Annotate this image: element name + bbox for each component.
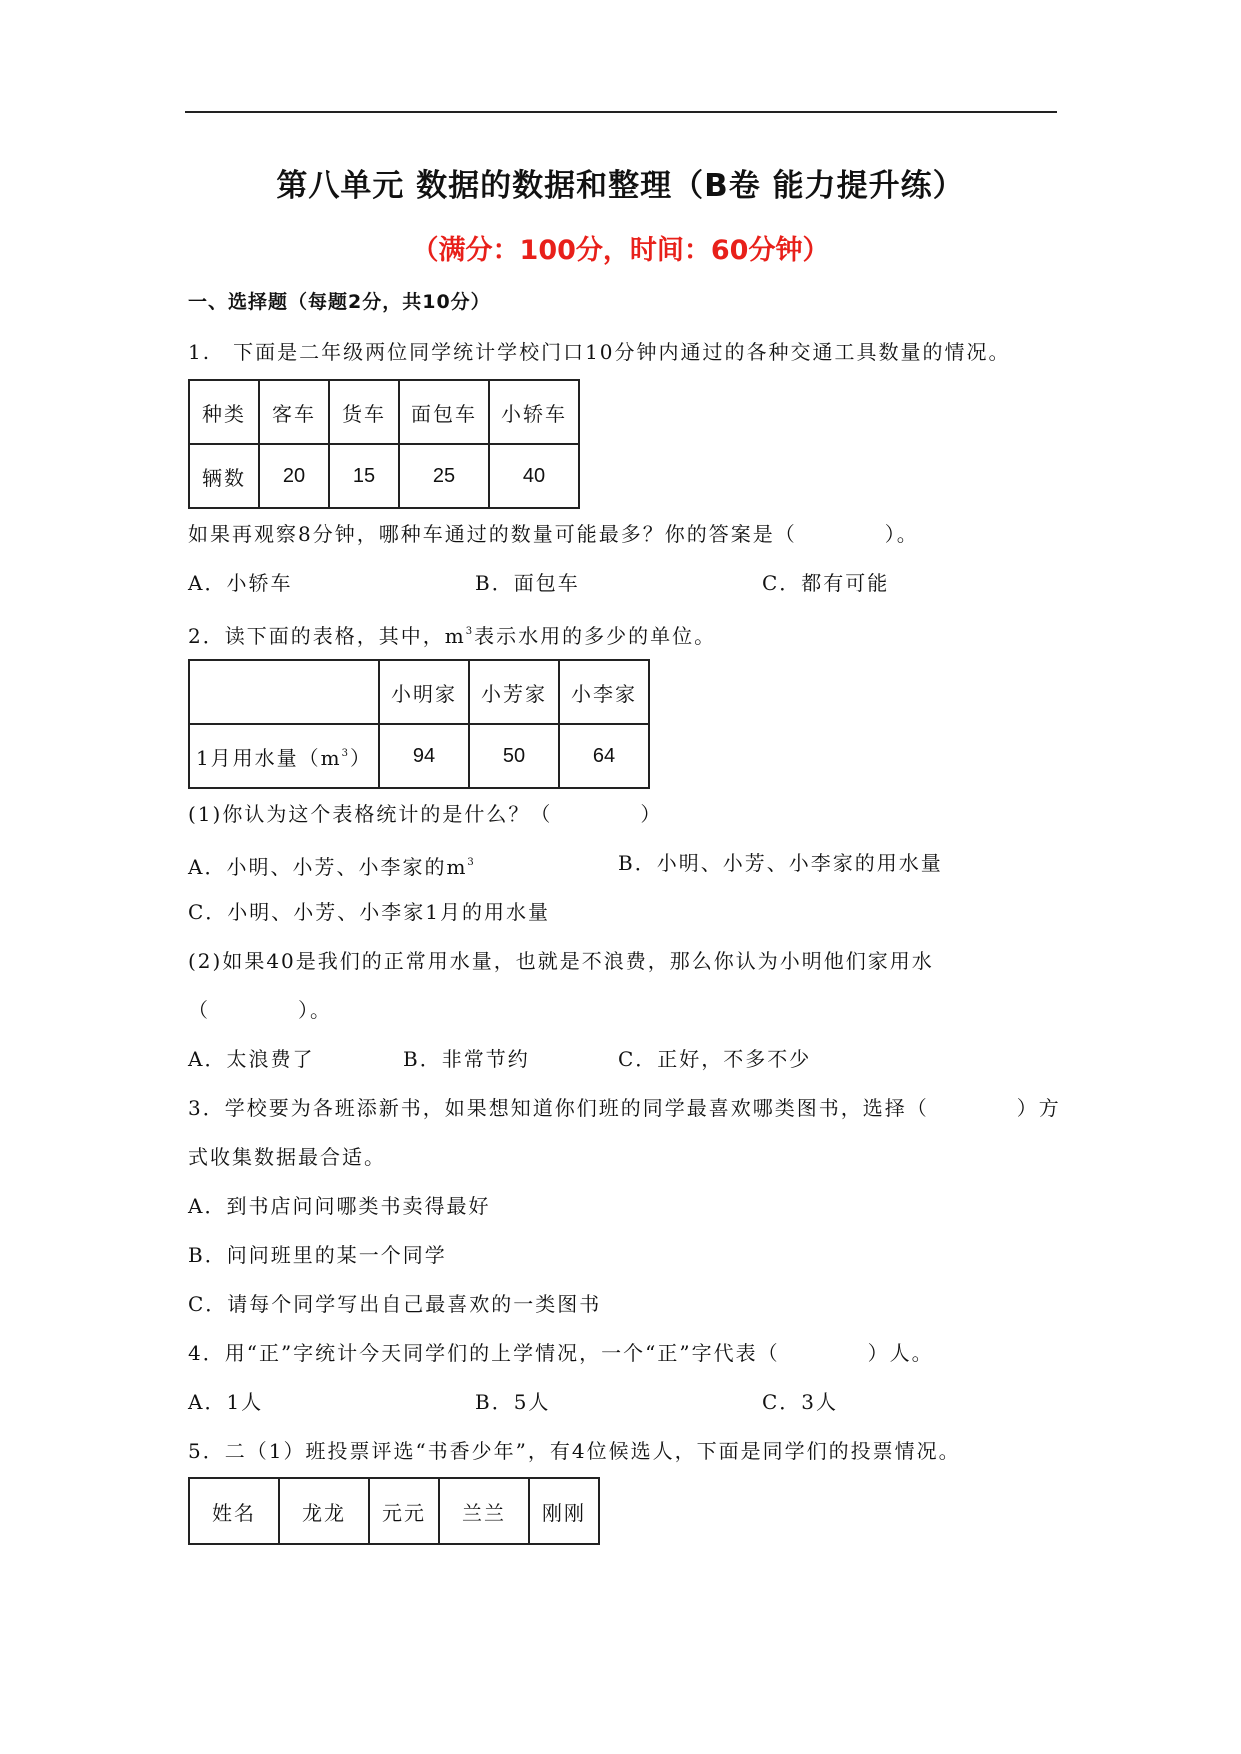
page-title: 第八单元 数据的数据和整理（B卷 能力提升练）: [276, 168, 965, 204]
q5-stem: 5．二（1）班投票评选“书香少年”，有4位候选人，下面是同学们的投票情况。: [188, 1439, 961, 1463]
q2-sub1-option-c: C．小明、小芳、小李家1月的用水量: [188, 900, 551, 924]
q2-header-empty-cell: [189, 660, 379, 724]
q1-header-cell: 小轿车: [489, 380, 579, 444]
q1-row-label: 辆数: [189, 444, 259, 508]
q2-value-cell: 94: [379, 724, 469, 788]
q2-row-label: [189, 724, 379, 788]
q2-sub1-option-b: B．小明、小芳、小李家的用水量: [618, 851, 943, 875]
q3-option-a: A．到书店问问哪类书卖得最好: [188, 1194, 491, 1218]
q1-option-a: A．小轿车: [188, 571, 293, 595]
q1-value-cell: 15: [329, 444, 399, 508]
q2-header-cell: 小芳家: [469, 660, 559, 724]
q2-value-cell: 64: [559, 724, 649, 788]
section-heading: 一、选择题（每题2分，共10分）: [188, 291, 491, 313]
q3-stem-line2: 式收集数据最合适。: [188, 1145, 386, 1169]
q1-stem: 1. 下面是二年级两位同学统计学校门口10分钟内通过的各种交通工具数量的情况。: [188, 340, 1011, 364]
q1-value-cell: 20: [259, 444, 329, 508]
q1-header-cell: 种类: [189, 380, 259, 444]
q2-sub2-option-b: B．非常节约: [403, 1047, 530, 1071]
q1-option-c: C．都有可能: [762, 571, 890, 595]
q3-stem-line1: 3．学校要为各班添新书，如果想知道你们班的同学最喜欢哪类图书，选择（ ）方: [188, 1096, 1061, 1120]
score-time-subtitle: （满分：100分，时间：60分钟）: [411, 235, 830, 266]
q1-question: 如果再观察8分钟，哪种车通过的数量可能最多？你的答案是（ ）。: [188, 522, 919, 546]
q2-sub1-option-a-text: A．小明、小芳、小李家的m: [188, 855, 468, 879]
q1-header-cell: 面包车: [399, 380, 489, 444]
q2-sub1-option-a-superscript: 3: [467, 857, 476, 868]
q2-row-label-close: ）: [350, 745, 373, 770]
q2-stem-superscript: 3: [465, 626, 475, 637]
q5-header-cell: 龙龙: [279, 1478, 369, 1544]
q2-value-cell: 50: [469, 724, 559, 788]
q3-option-b: B．问问班里的某一个同学: [188, 1243, 447, 1267]
q2-sub2-option-a: A．太浪费了: [188, 1047, 315, 1071]
q5-header-cell: 姓名: [189, 1478, 279, 1544]
q4-stem: 4．用“正”字统计今天同学们的上学情况，一个“正”字代表（ ）人。: [188, 1341, 934, 1365]
q3-option-c: C．请每个同学写出自己最喜欢的一类图书: [188, 1292, 602, 1316]
q2-sub1-question: (1)你认为这个表格统计的是什么？（ ）: [188, 802, 663, 826]
q2-header-cell: 小明家: [379, 660, 469, 724]
q2-sub2-question: (2)如果40是我们的正常用水量，也就是不浪费，那么你认为小明他们家用水: [188, 949, 934, 973]
q1-header-cell: 客车: [259, 380, 329, 444]
q2-sub2-blank: （ ）。: [188, 998, 332, 1022]
q2-stem: [188, 617, 716, 651]
header-rule: [185, 111, 1057, 113]
q2-row-label-text: 1月用水量（m: [195, 745, 342, 770]
q2-header-cell: 小李家: [559, 660, 649, 724]
q5-vote-table: [188, 1477, 600, 1545]
q1-header-cell: 货车: [329, 380, 399, 444]
q1-value-cell: 40: [489, 444, 579, 508]
q2-water-table: [188, 659, 650, 789]
q2-sub1-option-a: [188, 848, 476, 882]
q2-sub2-option-c: C．正好，不多不少: [618, 1047, 812, 1071]
q5-header-cell: 兰兰: [439, 1478, 529, 1544]
q1-option-b: B．面包车: [475, 571, 580, 595]
q5-header-cell: 刚刚: [529, 1478, 599, 1544]
q4-option-c: C．3人: [762, 1390, 839, 1414]
q2-stem-text: 2．读下面的表格，其中，m: [188, 624, 466, 648]
q5-header-cell: 元元: [369, 1478, 439, 1544]
q1-vehicle-table: [188, 379, 580, 509]
q1-value-cell: 25: [399, 444, 489, 508]
q4-option-b: B．5人: [475, 1390, 551, 1414]
q2-row-label-superscript: 3: [341, 747, 351, 759]
q4-option-a: A．1人: [188, 1390, 264, 1414]
q2-stem-text-end: 表示水用的多少的单位。: [474, 624, 717, 648]
